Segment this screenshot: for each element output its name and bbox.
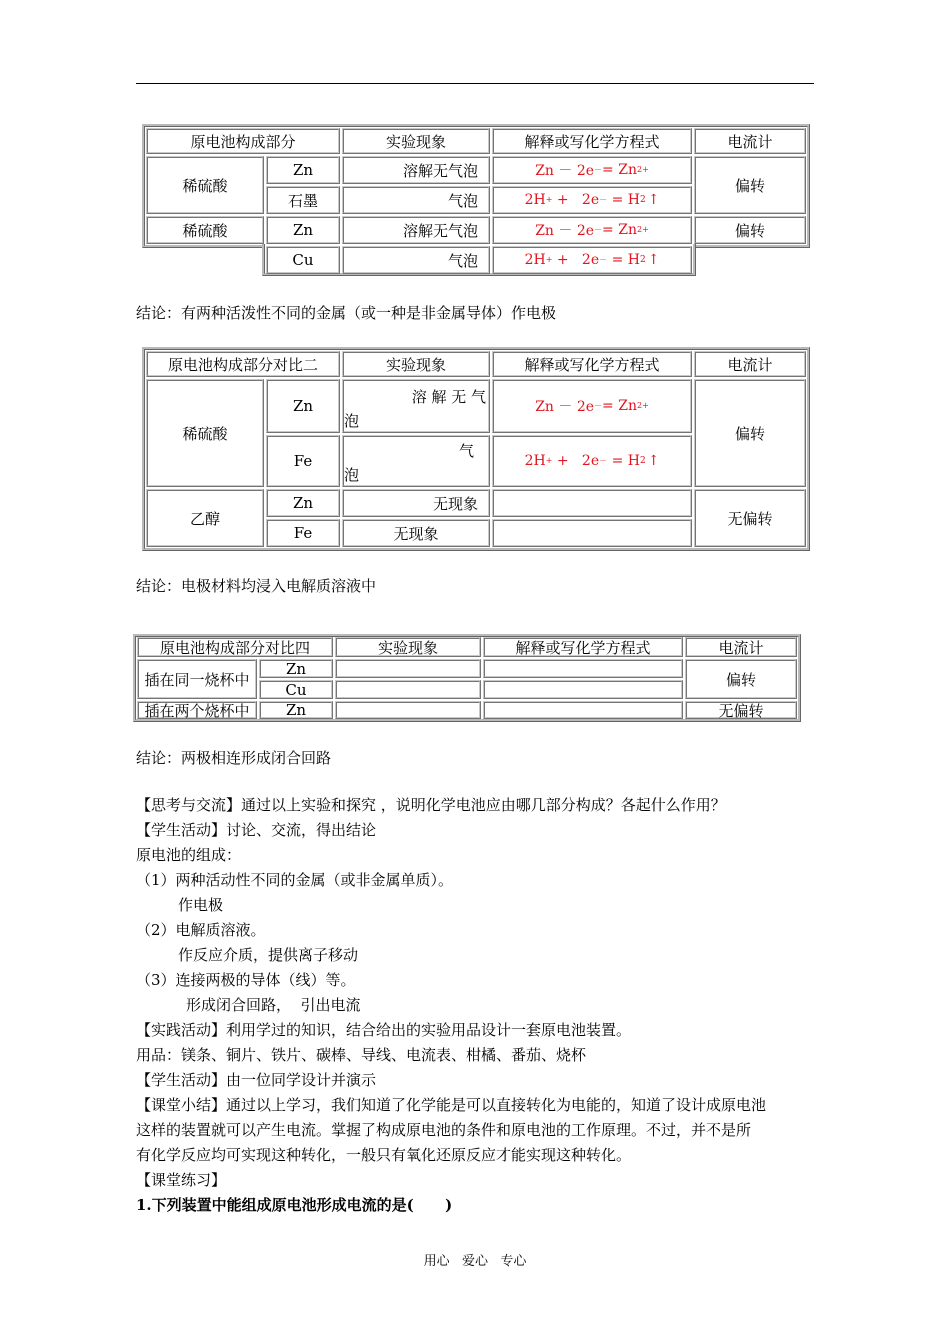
class-summary: 【课堂小结】通过以上学习，我们知道了化学能是可以直接转化为电能的，知道了设计成原电池 (136, 1096, 767, 1114)
table-2-part: 稀硫酸 (146, 379, 264, 487)
table-2-equation: Zn － 2e － = Zn 2+ (492, 379, 692, 433)
table-3-header-phenomenon: 实验现象 (335, 637, 481, 657)
table-3-electrode: Zn (259, 659, 333, 678)
practice-activity: 【实践活动】利用学过的知识，结合给出的实验用品设计一套原电池装置。 (136, 1021, 632, 1039)
equation-text: = H (607, 252, 640, 268)
equation-text: = H (607, 192, 640, 208)
phenomenon-line: 气 (458, 442, 474, 460)
equation-text: 2H (524, 453, 546, 469)
equation-text: = Zn (602, 162, 637, 178)
table-2-meter: 偏转 (694, 379, 806, 487)
materials-list: 用品：镁条、铜片、铁片、碳棒、导线、电流表、柑橘、番茄、烧杯 (136, 1046, 587, 1064)
table-1-equation: 2H + + 2e － = H 2 ↑ (492, 246, 692, 274)
up-arrow-icon: ↑ (647, 192, 660, 208)
table-1-header-equation: 解释或写化学方程式 (492, 128, 692, 154)
table-2-header-meter: 电流计 (694, 351, 806, 377)
table-2-equation (492, 519, 692, 547)
table-2-electrode: Fe (266, 435, 340, 487)
table-1-meter: 偏转 (694, 216, 806, 244)
up-arrow-icon: ↑ (647, 453, 660, 469)
table-1-electrode: Zn (266, 216, 340, 244)
table-3-meter: 无偏转 (685, 701, 797, 719)
table-1-header-part: 原电池构成部分 (146, 128, 340, 154)
equation-text: Zn － 2e (535, 399, 595, 415)
equation-text: = H (607, 453, 640, 469)
table-2-electrode: Fe (266, 519, 340, 547)
table-3-part: 插在同一烧杯中 (137, 659, 257, 699)
table-1-electrode: 石墨 (266, 186, 340, 214)
student-activity-1: 【学生活动】讨论、交流，得出结论 (136, 821, 377, 839)
table-3-meter: 偏转 (685, 659, 797, 699)
table-1-electrode: Cu (266, 246, 340, 274)
table-2-header-part: 原电池构成部分对比二 (146, 351, 340, 377)
conclusion-1: 结论：有两种活泼性不同的金属（或一种是非金属导体）作电极 (136, 304, 557, 322)
table-3-header-part: 原电池构成部分对比四 (137, 637, 333, 657)
table-3-equation (483, 659, 683, 678)
exercise-question-1: 1.下列装置中能组成原电池形成电流的是( ) (136, 1196, 453, 1214)
table-1-phenomenon: 溶解无气泡 (342, 216, 490, 244)
table-3-equation (483, 701, 683, 719)
composition-item-3-role: 形成闭合回路， 引出电流 (186, 996, 361, 1014)
table-3-header-equation: 解释或写化学方程式 (483, 637, 683, 657)
conclusion-2: 结论：电极材料均浸入电解质溶液中 (136, 577, 377, 595)
composition-item-2-role: 作反应介质，提供离子移动 (178, 946, 359, 964)
equation-text: Zn － 2e (535, 163, 595, 179)
phenomenon-line: 泡 (344, 412, 360, 430)
table-2-equation: 2H + + 2e － = H 2 ↑ (492, 435, 692, 487)
equation-text: + 2e (552, 192, 600, 208)
table-2-phenomenon: 无现象 (342, 519, 490, 547)
table-1-equation: 2H + + 2e － = H 2 ↑ (492, 186, 692, 214)
think-and-discuss: 【思考与交流】通过以上实验和探究 ，说明化学电池应由哪几部分构成？各起什么作用？ (136, 796, 726, 814)
table-3-phenomenon (335, 659, 481, 678)
table-1-phenomenon: 溶解无气泡 (342, 156, 490, 184)
equation-text: Zn － 2e (535, 223, 595, 239)
table-2-electrode: Zn (266, 489, 340, 517)
table-3-phenomenon (335, 680, 481, 699)
table-2-header-phenomenon: 实验现象 (342, 351, 490, 377)
header-rule (136, 83, 814, 84)
equation-text: + 2e (552, 453, 600, 469)
table-2-equation (492, 489, 692, 517)
table-2-phenomenon: 无现象 (342, 489, 490, 517)
composition-item-1-role: 作电极 (178, 896, 224, 914)
table-3-phenomenon (335, 701, 481, 719)
equation-text: 2H (524, 252, 546, 268)
table-2-meter: 无偏转 (694, 489, 806, 547)
table-1-equation: Zn － 2e － = Zn 2+ (492, 216, 692, 244)
equation-text: 2H (524, 192, 546, 208)
table-2-header-equation: 解释或写化学方程式 (492, 351, 692, 377)
table-3-header-meter: 电流计 (685, 637, 797, 657)
up-arrow-icon: ↑ (647, 252, 660, 268)
table-2-phenomenon (342, 435, 490, 487)
class-summary: 这样的装置就可以产生电流。掌握了构成原电池的条件和原电池的工作原理。不过，并不是所 (136, 1121, 752, 1139)
table-1-header-phenomenon: 实验现象 (342, 128, 490, 154)
phenomenon-line: 泡 (344, 466, 360, 484)
battery-composition-title: 原电池的组成： (136, 846, 242, 864)
phenomenon-line: 溶 解 无 气 (411, 388, 486, 406)
table-1-phenomenon: 气泡 (342, 186, 490, 214)
table-1-electrode: Zn (266, 156, 340, 184)
class-summary: 有化学反应均可实现这种转化，一般只有氧化还原反应才能实现这种转化。 (136, 1146, 632, 1164)
composition-item-3: （3）连接两极的导体（线）等。 (136, 971, 356, 989)
class-exercise-title: 【课堂练习】 (136, 1171, 227, 1189)
table-1-part: 稀硫酸 (146, 216, 264, 244)
table-1-part: 稀硫酸 (146, 156, 264, 214)
composition-item-1: （1）两种活动性不同的金属（或非金属单质）。 (136, 871, 454, 889)
table-2-part: 乙醇 (146, 489, 264, 547)
table-3-electrode: Zn (259, 701, 333, 719)
table-3-part: 插在两个烧杯中 (137, 701, 257, 719)
table-2-phenomenon (342, 379, 490, 433)
table-1-header-meter: 电流计 (694, 128, 806, 154)
table-1-meter: 偏转 (694, 156, 806, 214)
table-1-equation: Zn － 2e － = Zn 2+ (492, 156, 692, 184)
table-2-electrode: Zn (266, 379, 340, 433)
equation-text: = Zn (602, 398, 637, 414)
table-3-electrode: Cu (259, 680, 333, 699)
conclusion-3: 结论：两极相连形成闭合回路 (136, 749, 332, 767)
page-footer: 用心 爱心 专心 (423, 1254, 527, 1269)
table-1-phenomenon: 气泡 (342, 246, 490, 274)
table-3-equation (483, 680, 683, 699)
composition-item-2: （2）电解质溶液。 (136, 921, 266, 939)
student-activity-2: 【学生活动】由一位同学设计并演示 (136, 1071, 377, 1089)
equation-text: + 2e (552, 252, 600, 268)
equation-text: = Zn (602, 222, 637, 238)
